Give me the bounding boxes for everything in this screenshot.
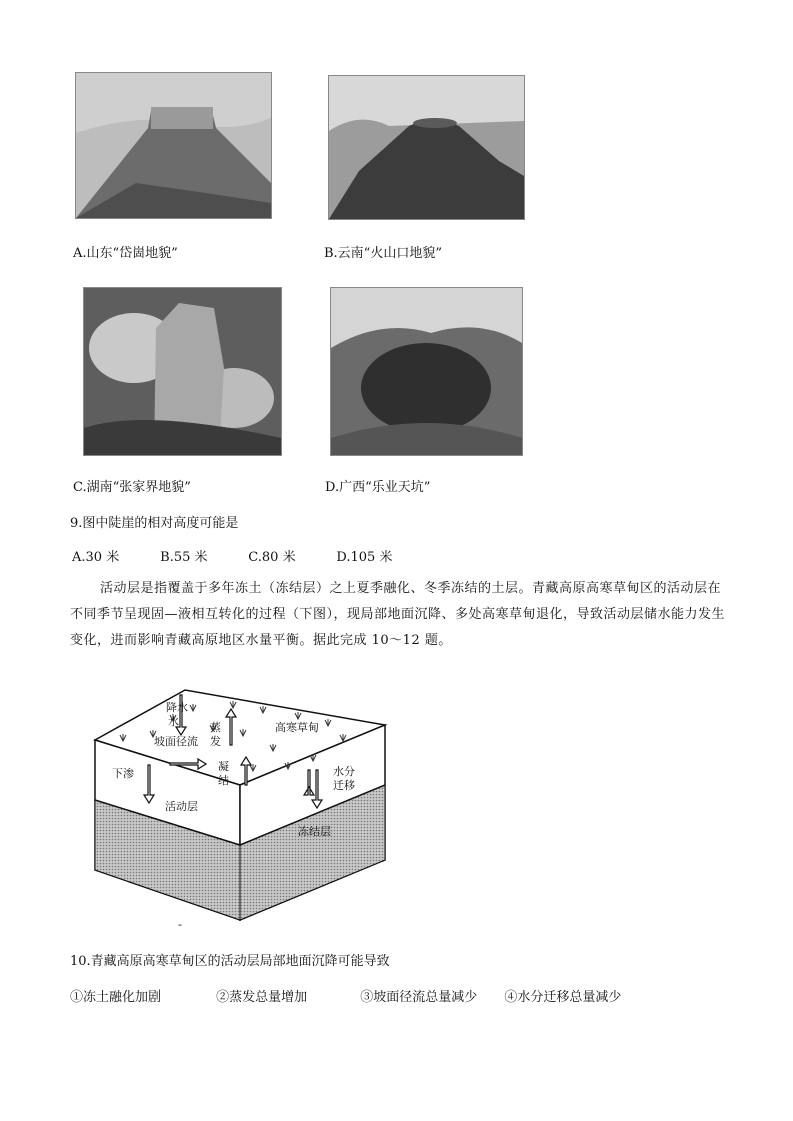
q9-options <box>72 546 392 565</box>
photo-b <box>328 75 525 220</box>
label-evap-2: 发 <box>210 735 221 748</box>
label-migrate-2: 迁移 <box>333 779 355 792</box>
q10-item-3: ③坡面径流总量减少 <box>360 990 478 1005</box>
label-condense: 凝 <box>218 760 229 773</box>
stray-dash: - <box>178 918 182 930</box>
label-active: 活动层 <box>165 800 198 813</box>
q10-items <box>70 986 621 1005</box>
mesa-mountain-photo <box>76 73 271 218</box>
q9-stem: 9.图中陡崖的相对高度可能是 <box>70 516 239 531</box>
label-evap: 蒸 <box>210 721 221 734</box>
photo-d <box>330 287 523 456</box>
q9-option-d: D.105 米 <box>336 550 393 565</box>
photo-a-caption: A.山东“岱崮地貌” <box>73 246 178 261</box>
label-infil: 下渗 <box>112 767 134 780</box>
photo-b-caption: B.云南“火山口地貌” <box>324 246 442 261</box>
q10-item-1: ①冻土融化加剧 <box>70 990 162 1005</box>
label-runoff: 坡面径流 <box>154 735 198 748</box>
q10-item-4: ④水分迁移总量减少 <box>504 990 622 1005</box>
photo-c <box>83 287 282 456</box>
photo-d-caption: D.广西“乐业天坑” <box>325 480 431 495</box>
volcano-crater-photo <box>329 76 524 219</box>
photo-c-caption: C.湖南“张家界地貌” <box>73 480 191 495</box>
active-layer-diagram <box>90 685 390 930</box>
label-precip: 降水 <box>166 701 188 714</box>
sandstone-pillar-photo <box>84 288 281 455</box>
q9-option-c: C.80 米 <box>248 550 296 565</box>
q10-item-2: ②蒸发总量增加 <box>216 990 308 1005</box>
label-condense-2: 结 <box>218 774 229 787</box>
photo-a <box>75 72 272 219</box>
q9-option-a: A.30 米 <box>72 550 120 565</box>
label-migrate: 水分 <box>333 765 355 778</box>
label-precip-2: 水 <box>168 715 179 728</box>
label-meadow: 高寒草甸 <box>275 721 319 734</box>
q10-stem: 10.青藏高原高寒草甸区的活动层局部地面沉降可能导致 <box>70 954 390 969</box>
label-frozen: 冻结层 <box>298 825 331 838</box>
q9-option-b: B.55 米 <box>160 550 208 565</box>
passage-paragraph: 活动层是指覆盖于多年冻土（冻结层）之上夏季融化、冬季冻结的土层。青藏高原高寒草甸区的活动层在不同季节呈现固—液相互转化的过程（下图），现局部地面沉降、多处高寒草甸退化，导致活动层储水能力发生变化，进而影响青藏高原地区水量平衡。据此完成 10～12 题。 <box>70 581 726 648</box>
karst-sinkhole-photo <box>331 288 522 455</box>
